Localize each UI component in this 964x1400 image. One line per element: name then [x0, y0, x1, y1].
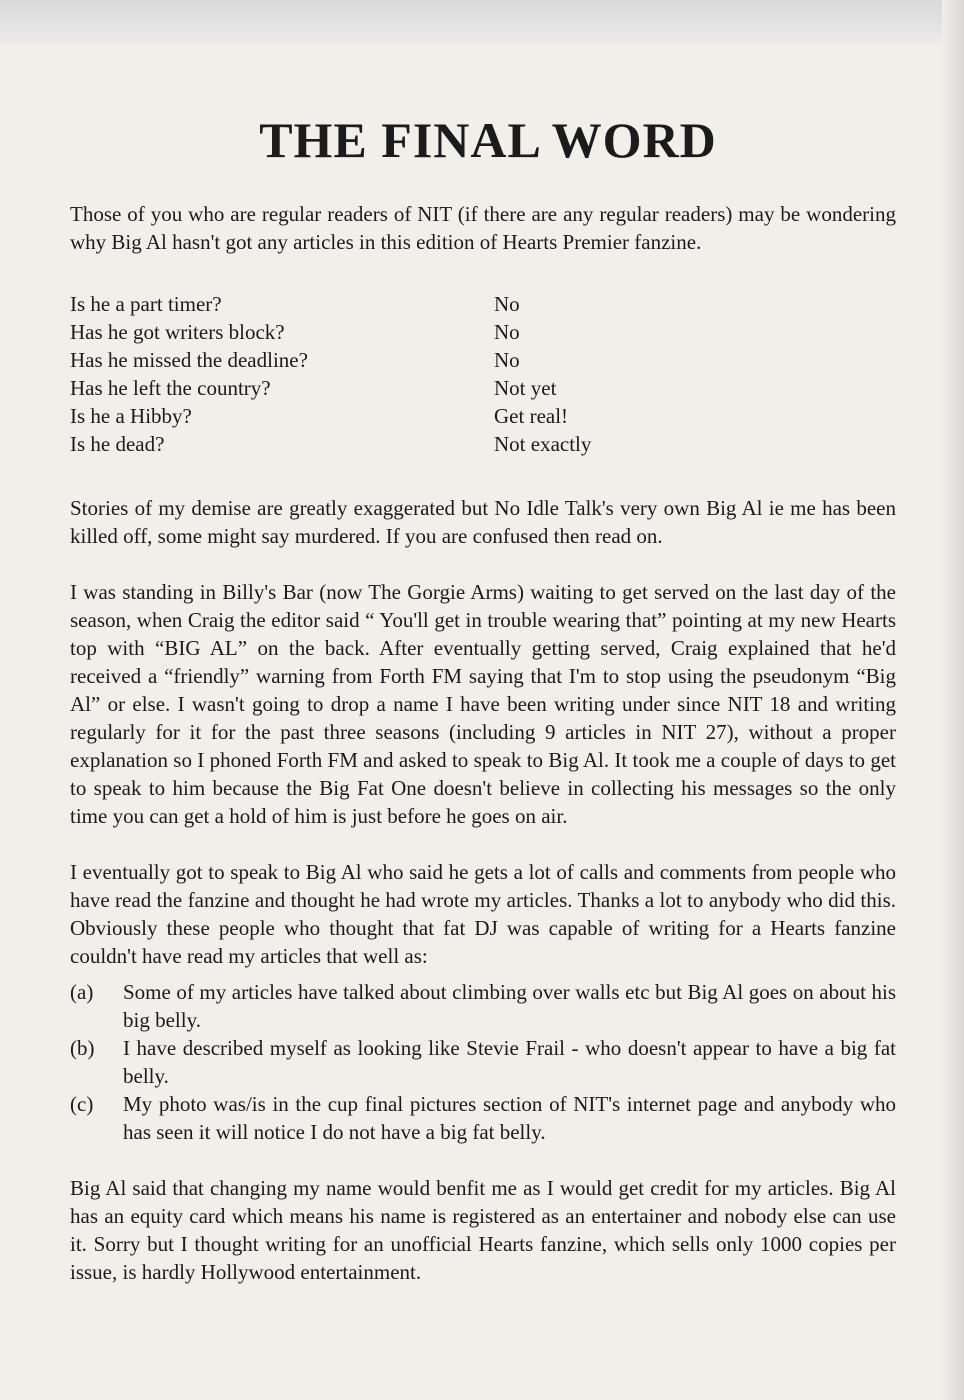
scan-edge-top: [0, 0, 964, 44]
qa-question: Is he a Hibby?: [70, 404, 192, 428]
qa-answer: Not yet: [494, 376, 557, 400]
qa-row: [70, 290, 896, 318]
reason-text: My photo was/is in the cup final pictures section of NIT's internet page and anybody who has seen it will notice I do not have a big fat belly.: [123, 1092, 896, 1144]
article-title: THE FINAL WORD: [259, 112, 717, 168]
eventually-paragraph: I eventually got to speak to Big Al who said he gets a lot of calls and comments from people who have read the fanzine and thought he had wrote my articles. Thanks a lot to anybody who did this. Obviously these people who thought that fat DJ was capable of writing for a Hearts fanzine couldn't have read my articles that well as:: [70, 860, 896, 968]
qa-row: [70, 346, 896, 374]
spacer: [70, 1146, 896, 1174]
intro-paragraph: Those of you who are regular readers of NIT (if there are any regular readers) may be wondering why Big Al hasn't got any articles in this edition of Hearts Premier fanzine.: [70, 202, 896, 254]
qa-answer: Get real!: [494, 404, 569, 428]
reason-marker: (b): [70, 1036, 95, 1060]
spacer: [70, 550, 896, 578]
reason-text: Some of my articles have talked about climbing over walls etc but Big Al goes on about his big belly.: [123, 980, 896, 1032]
qa-row: [70, 430, 896, 458]
reason-text: I have described myself as looking like Stevie Frail - who doesn't appear to have a big fat belly.: [123, 1036, 896, 1088]
reasons-list: [70, 978, 896, 1146]
article: [70, 112, 896, 1286]
qa-answer: No: [494, 292, 520, 316]
reason-item: [70, 1090, 896, 1146]
spacer: [70, 830, 896, 858]
reason-item: [70, 978, 896, 1034]
qa-question: Has he got writers block?: [70, 320, 285, 344]
qa-question: Has he missed the deadline?: [70, 348, 308, 372]
question-answer-list: [70, 290, 896, 458]
qa-question: Is he dead?: [70, 432, 165, 456]
reason-marker: (a): [70, 980, 94, 1004]
qa-row: [70, 402, 896, 430]
qa-row: [70, 374, 896, 402]
qa-row: [70, 318, 896, 346]
qa-answer: Not exactly: [494, 432, 592, 456]
demise-paragraph: Stories of my demise are greatly exaggerated but No Idle Talk's very own Big Al ie me has been killed off, some might say murdered. If you are confused then read on.: [70, 496, 896, 548]
spacer: [70, 458, 896, 494]
qa-question: Has he left the country?: [70, 376, 271, 400]
billys-bar-paragraph: I was standing in Billy's Bar (now The Gorgie Arms) waiting to get served on the last day of the season, when Craig the editor said “ You'll get in trouble wearing that” pointing at my new Hearts top with “BIG AL” on the back. After eventually getting served, Craig explained that he'd received a “friendly” warning from Forth FM saying that I'm to stop using the pseudonym “Big Al” or else. I wasn't going to drop a name I have been writing under since NIT 18 and writing regularly for it for the past three seasons (including 9 articles in NIT 27), without a proper explanation so I phoned Forth FM and asked to speak to Big Al. It took me a couple of days to get to speak to him because the Big Fat One doesn't believe in collecting his messages so the only time you can get a hold of him is just before he goes on air.: [70, 580, 896, 828]
scan-edge-right: [942, 0, 964, 1400]
qa-answer: No: [494, 348, 520, 372]
qa-answer: No: [494, 320, 520, 344]
qa-question: Is he a part timer?: [70, 292, 222, 316]
final-paragraph: Big Al said that changing my name would benfit me as I would get credit for my articles. Big Al has an equity card which means his name is registered as an entertainer and nobody else can use it. Sorry but I thought writing for an unofficial Hearts fanzine, which sells only 1000 copies per issue, is hardly Hollywood entertainment.: [70, 1176, 896, 1284]
reason-marker: (c): [70, 1092, 94, 1116]
spacer: [70, 970, 896, 978]
reason-item: [70, 1034, 896, 1090]
spacer: [70, 256, 896, 284]
